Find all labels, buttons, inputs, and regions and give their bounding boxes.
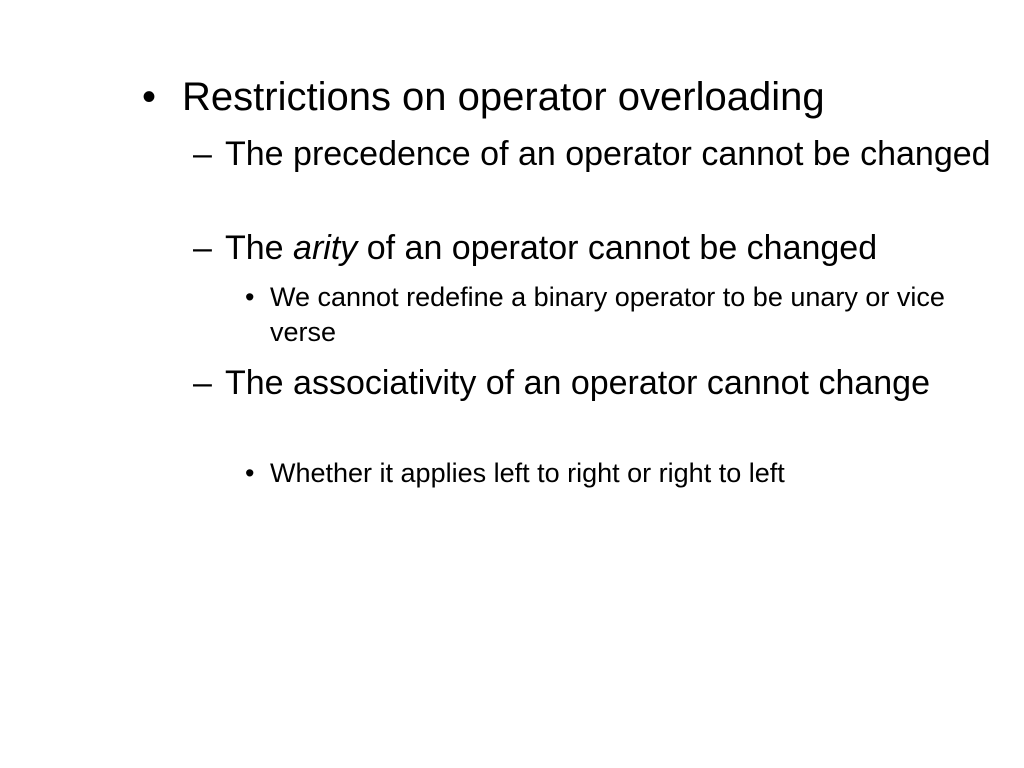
text-suffix: of an operator cannot be changed xyxy=(357,229,878,267)
sub-sub-bullet-direction xyxy=(245,456,965,491)
dash-marker: – xyxy=(193,364,212,402)
bullet-marker: • xyxy=(245,282,255,312)
sub-sub-bullet-binary-unary xyxy=(245,280,965,350)
italic-term: arity xyxy=(293,229,358,267)
sub-bullet-arity xyxy=(193,227,1013,269)
sub-bullet-associativity xyxy=(193,362,1013,404)
bullet-marker: • xyxy=(142,75,157,119)
sub-sub-bullet-text: Whether it applies left to right or right to left xyxy=(270,458,785,488)
bullet-marker: • xyxy=(245,458,255,488)
sub-bullet-text xyxy=(193,227,1013,269)
bullet-restrictions xyxy=(142,72,1002,122)
bullet-text: Restrictions on operator overloading xyxy=(182,75,825,119)
sub-bullet-precedence xyxy=(193,133,1013,175)
sub-bullet-text: The associativity of an operator cannot change xyxy=(225,364,930,402)
sub-bullet-text: The precedence of an operator cannot be changed xyxy=(225,135,991,173)
dash-marker: – xyxy=(193,135,212,173)
text-prefix: The xyxy=(225,229,294,267)
sub-sub-bullet-text: We cannot redefine a binary operator to be unary or vice verse xyxy=(270,282,945,347)
dash-marker: – xyxy=(193,229,212,267)
